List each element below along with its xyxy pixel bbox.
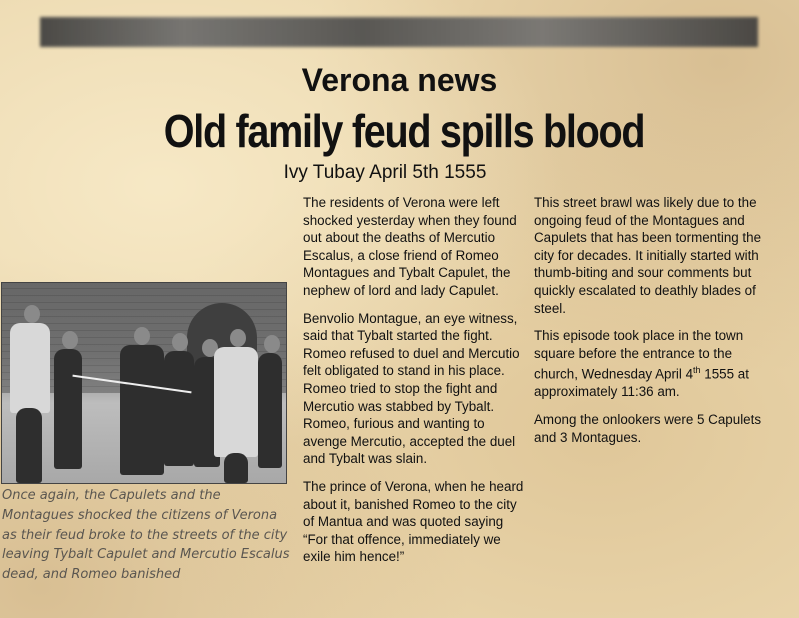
duel-photo (1, 282, 287, 484)
article-column-2 (534, 194, 774, 456)
paragraph-residents: The residents of Verona were left shocked yesterday when they found out about the deaths of Mercutio Escalus, a close friend of Romeo Montagues and Tybalt Capulet, the nephew of lord and lady Capulet. (303, 195, 517, 298)
newspaper-name: Verona news (301, 62, 498, 98)
paragraph-onlookers: Among the onlookers were 5 Capulets and 3 Montagues. (534, 412, 762, 445)
masthead-banner (40, 17, 758, 47)
paragraph-prince: The prince of Verona, when he heard about it, banished Romeo to the city of Mantua and was quoted saying “For that offence, immediately we exile him hence!” (303, 478, 524, 565)
paragraph-benvolio: Benvolio Montague, an eye witness, said that Tybalt started the fight. Romeo refused to duel and Mercutio felt obligated to stand in his place. Romeo tried to stop the fight and Mercutio was stabbed by Tybalt. Romeo, furious and wanting to avenge Mercutio, accepted the duel and Tybalt was slain. (303, 310, 520, 467)
article-column-1 (303, 194, 529, 576)
byline: Ivy Tubay April 5th 1555 (283, 162, 487, 183)
paragraph-brawl: This street brawl was likely due to the ongoing feud of the Montagues and Capulets that has been tormenting the city for decades. It initially started with thumb-biting and sour comments but quickly escalated to deathly blades of steel. (534, 195, 762, 316)
paragraph-episode: This episode took place in the town square before the entrance to the church, Wednesday April 4th 1555 at approximately 11:36 am. (534, 328, 749, 400)
headline: Old family feud spills blood (163, 105, 645, 157)
photo-caption: Once again, the Capulets and the Montagues shocked the citizens of Verona as their feud broke to the streets of the city leaving Tybalt Capulet and Mercutio Escalus dead, and Romeo banished (2, 488, 290, 583)
